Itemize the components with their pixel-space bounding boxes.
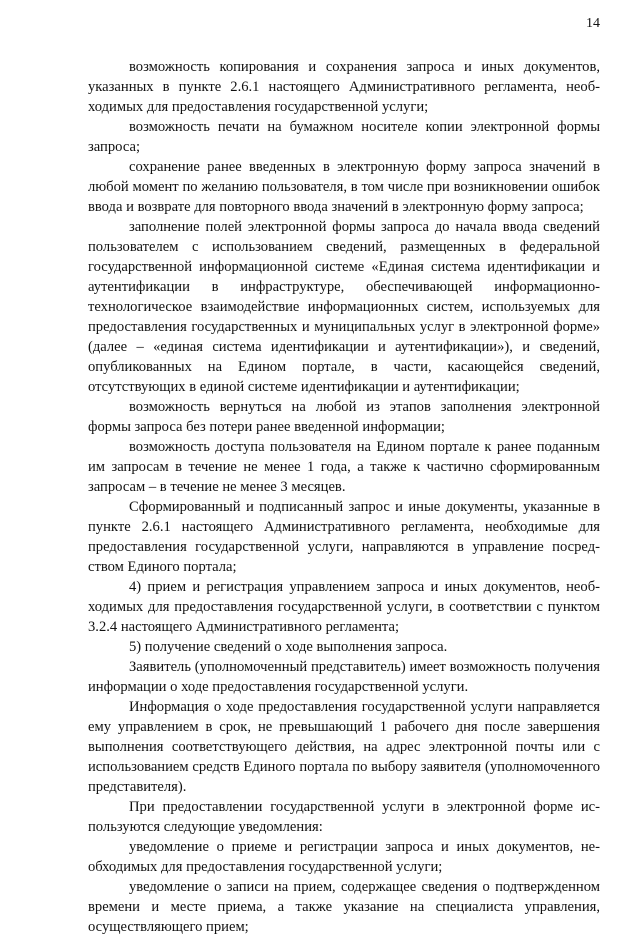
paragraph-submitted-request: Сформированный и подписанный запрос и иные документы, указанные в пункте 2.6.1 настоящего Административного регламента, необходимые для предоставления государственной услуги, направляются в управление посредством Единого портала; [88, 499, 600, 575]
paragraph-access-requests: возможность доступа пользователя на Едином портале к ранее поданным им запросам в течение не менее 1 года, а также к частично сформированным запросам – в течение не менее 3 месяцев. [88, 439, 600, 495]
document-body [88, 57, 600, 937]
paragraph-autofill: заполнение полей электронной формы запроса до начала ввода сведений пользователем с использованием сведений, размещенных в федеральной государственной информационной системе «Единая система идентификации и аутентификации в инфраструктуре, обеспечивающей информационно-технологическое взаимодействие информационных систем, используемых для предоставления государственных и муниципальных услуг в электронной форме» (далее – «единая система идентификации и аутентификации»), и сведений, опубликованных на Едином портале, в части, касающейся сведений, отсутствующих в единой системе идентификации и аутентификации; [88, 219, 600, 395]
paragraph-print: возможность печати на бумажном носителе копии электронной формы запроса; [88, 119, 600, 155]
paragraph-notification-appointment: уведомление о записи на прием, содержащее сведения о подтвержденном времени и месте приема, а также указание на специалиста управления, осуществляющего прием; [88, 879, 600, 935]
paragraph-save-values: сохранение ранее введенных в электронную форму запроса значений в любой момент по желанию пользователя, в том числе при возникновении ошибок ввода и возврате для повторного ввода значений в электронную форму запроса; [88, 159, 600, 215]
paragraph-notification-receipt: уведомление о приеме и регистрации запроса и иных документов, необходимых для предоставления государственной услуги; [88, 839, 600, 875]
paragraph-notifications-intro: При предоставлении государственной услуги в электронной форме используются следующие уведомления: [88, 799, 600, 835]
paragraph-return-step: возможность вернуться на любой из этапов заполнения электронной формы запроса без потери ранее введенной информации; [88, 399, 600, 435]
paragraph-applicant-info: Заявитель (уполномоченный представитель) имеет возможность получения информации о ходе предоставления государственной услуги. [88, 659, 600, 695]
paragraph-item-5: 5) получение сведений о ходе выполнения запроса. [129, 639, 448, 655]
paragraph-progress-info: Информация о ходе предоставления государственной услуги направляется ему управлением в срок, не превышающий 1 рабочего дня после завершения выполнения соответствующего действия, на адрес электронной почты или с использованием средств Единого портала по выбору заявителя (уполномоченного представителя). [88, 699, 600, 795]
paragraph-copy-save: возможность копирования и сохранения запроса и иных документов, указанных в пункте 2.6.1 настоящего Административного регламента, необходимых для предоставления государственной услуги; [88, 59, 600, 115]
paragraph-item-4: 4) прием и регистрация управлением запроса и иных документов, необходимых для предоставления государственной услуги, в соответствии с пунктом 3.2.4 настоящего Административного регламента; [88, 579, 600, 635]
page-number: 14 [586, 16, 600, 31]
